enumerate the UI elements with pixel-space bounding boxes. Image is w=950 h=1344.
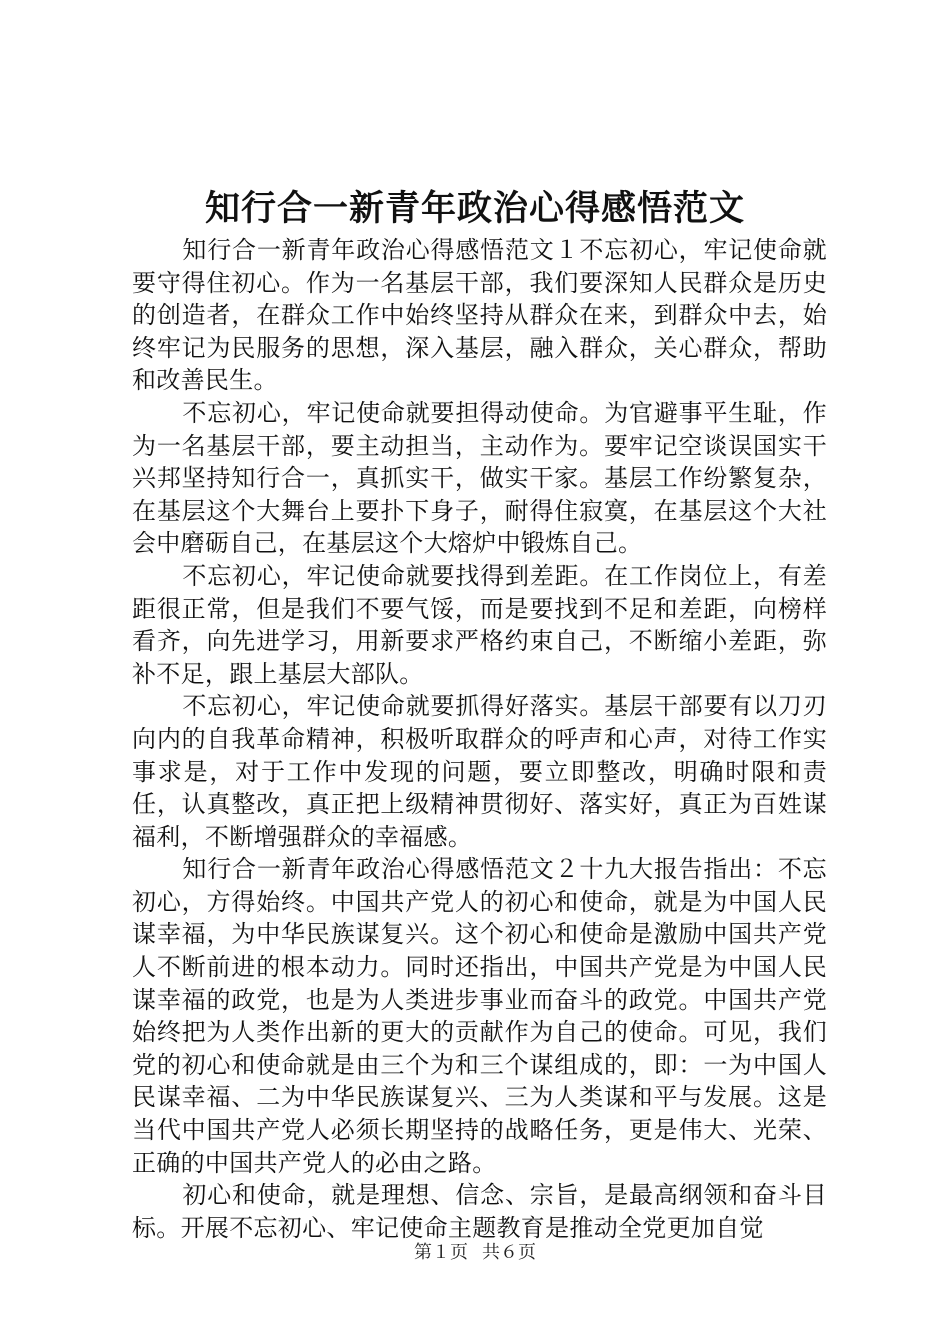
- paragraph: 不忘初心，牢记使命就要找得到差距。在工作岗位上，有差距很正常，但是我们不要气馁，而是要找到不足和差距，向榜样看齐，向先进学习，用新要求严格约束自己，不断缩小差距，弥补不足，跟上基层大部队。: [132, 561, 827, 688]
- page-number: 第１页: [414, 1242, 468, 1263]
- page-footer: [0, 1241, 950, 1265]
- paragraph: 知行合一新青年政治心得感悟范文２十九大报告指出：不忘初心，方得始终。中国共产党人的初心和使命，就是为中国人民谋幸福，为中华民族谋复兴。这个初心和使命是激励中国共产党人不断前进的根本动力。同时还指出，中国共产党是为中国人民谋幸福的政党，也是为人类进步事业而奋斗的政党。中国共产党始终把为人类作出新的更大的贡献作为自己的使命。可见，我们党的初心和使命就是由三个为和三个谋组成的，即：一为中国人民谋幸福、二为中华民族谋复兴、三为人类谋和平与发展。这是当代中国共产党人必须长期坚持的战略任务，更是伟大、光荣、正确的中国共产党人的必由之路。: [132, 855, 827, 1177]
- document-title: 知行合一新青年政治心得感悟范文: [204, 188, 745, 229]
- paragraph: 初心和使命，就是理想、信念、宗旨，是最高纲领和奋斗目标。开展不忘初心、牢记使命主题教育是推动全党更加自觉: [132, 1181, 827, 1242]
- paragraph: 不忘初心，牢记使命就要担得动使命。为官避事平生耻，作为一名基层干部，要主动担当，主动作为。要牢记空谈误国实干兴邦坚持知行合一，真抓实干，做实干家。基层工作纷繁复杂，在基层这个大舞台上要扑下身子，耐得住寂寞，在基层这个大社会中磨砺自己，在基层这个大熔炉中锻炼自己。: [132, 398, 827, 558]
- paragraph: 不忘初心，牢记使命就要抓得好落实。基层干部要有以刀刃向内的自我革命精神，积极听取群众的呼声和心声，对待工作实事求是，对于工作中发现的问题，要立即整改，明确时限和责任，认真整改，真正把上级精神贯彻好、落实好，真正为百姓谋福利，不断增强群众的幸福感。: [132, 692, 827, 851]
- page-total: 共６页: [482, 1242, 536, 1263]
- document-body: [132, 234, 827, 1244]
- paragraph: 知行合一新青年政治心得感悟范文１不忘初心，牢记使命就要守得住初心。作为一名基层干部，我们要深知人民群众是历史的创造者，在群众工作中始终坚持从群众在来，到群众中去，始终牢记为民服务的思想，深入基层，融入群众，关心群众，帮助和改善民生。: [132, 236, 827, 395]
